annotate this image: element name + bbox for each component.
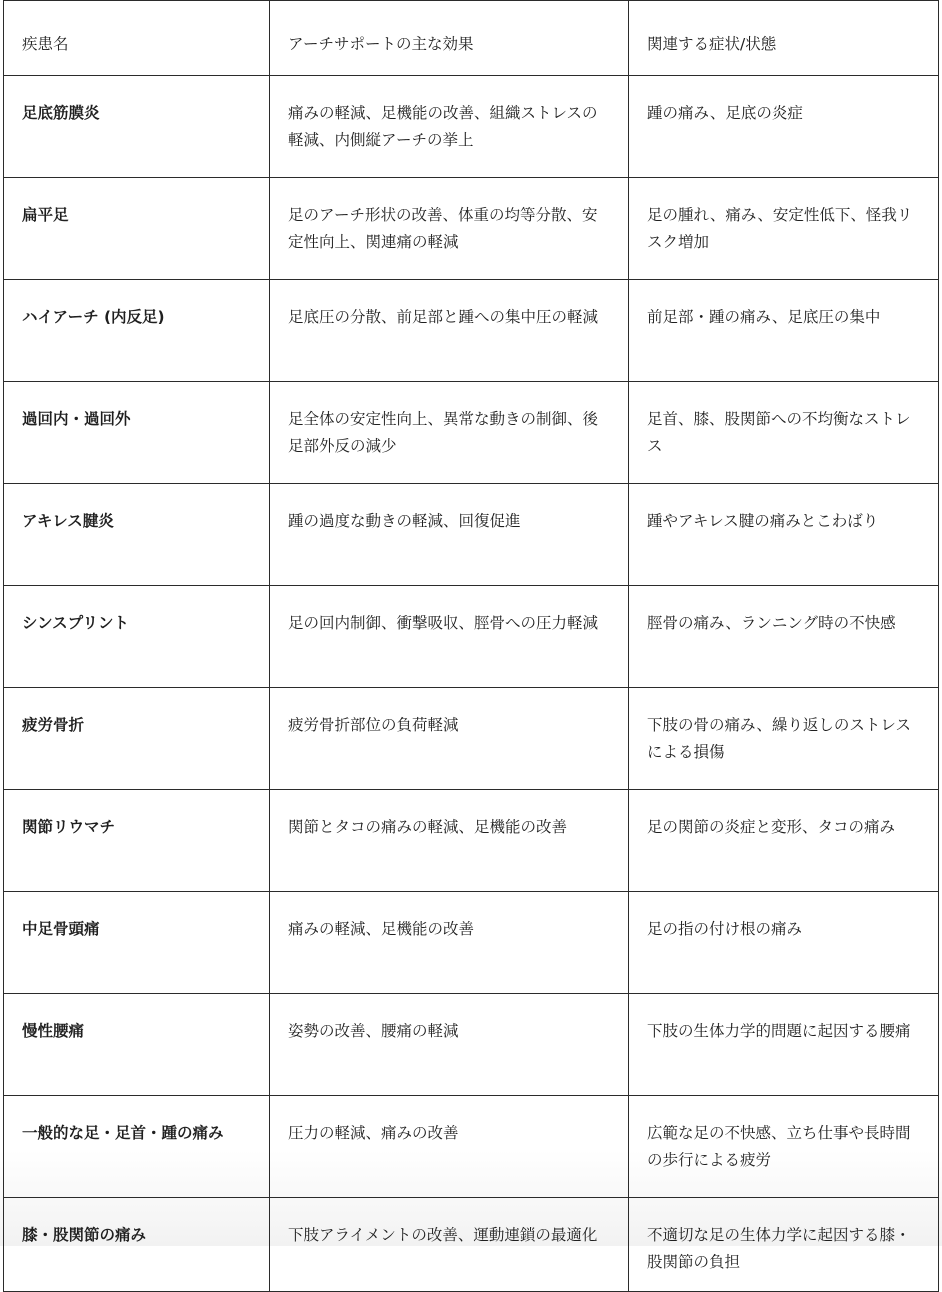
symptom-cell: 踵やアキレス腱の痛みとこわばり xyxy=(629,484,939,586)
condition-cell: 疲労骨折 xyxy=(4,688,270,790)
effect-cell: 足全体の安定性向上、異常な動きの制御、後足部外反の減少 xyxy=(270,382,629,484)
table-header-row xyxy=(4,1,939,76)
table-row xyxy=(4,178,939,280)
condition-cell: 中足骨頭痛 xyxy=(4,892,270,994)
symptom-cell: 足の腫れ、痛み、安定性低下、怪我リスク増加 xyxy=(629,178,939,280)
symptom-cell: 足の関節の炎症と変形、タコの痛み xyxy=(629,790,939,892)
effect-cell: 圧力の軽減、痛みの改善 xyxy=(270,1096,629,1198)
effect-cell: 下肢アライメントの改善、運動連鎖の最適化 xyxy=(270,1198,629,1292)
effect-cell: 関節とタコの痛みの軽減、足機能の改善 xyxy=(270,790,629,892)
effect-cell: 足底圧の分散、前足部と踵への集中圧の軽減 xyxy=(270,280,629,382)
symptom-cell: 前足部・踵の痛み、足底圧の集中 xyxy=(629,280,939,382)
condition-cell: アキレス腱炎 xyxy=(4,484,270,586)
symptom-cell: 下肢の生体力学的問題に起因する腰痛 xyxy=(629,994,939,1096)
condition-cell: 扁平足 xyxy=(4,178,270,280)
table-row xyxy=(4,790,939,892)
effect-cell: 足の回内制御、衝撃吸収、脛骨への圧力軽減 xyxy=(270,586,629,688)
symptom-cell: 踵の痛み、足底の炎症 xyxy=(629,76,939,178)
table-row xyxy=(4,892,939,994)
header-effect: アーチサポートの主な効果 xyxy=(270,1,629,76)
condition-cell: シンスプリント xyxy=(4,586,270,688)
table-row xyxy=(4,586,939,688)
symptom-cell: 足首、膝、股関節への不均衡なストレス xyxy=(629,382,939,484)
condition-table xyxy=(3,0,939,1292)
effect-cell: 痛みの軽減、足機能の改善、組織ストレスの軽減、内側縦アーチの挙上 xyxy=(270,76,629,178)
table-row xyxy=(4,76,939,178)
effect-cell: 姿勢の改善、腰痛の軽減 xyxy=(270,994,629,1096)
table-row xyxy=(4,484,939,586)
table-row xyxy=(4,688,939,790)
table-row xyxy=(4,1198,939,1292)
effect-cell: 痛みの軽減、足機能の改善 xyxy=(270,892,629,994)
condition-cell: 一般的な足・足首・踵の痛み xyxy=(4,1096,270,1198)
condition-cell: 膝・股関節の痛み xyxy=(4,1198,270,1292)
condition-cell: ハイアーチ (内反足) xyxy=(4,280,270,382)
symptom-cell: 脛骨の痛み、ランニング時の不快感 xyxy=(629,586,939,688)
symptom-cell: 不適切な足の生体力学に起因する膝・股関節の負担 xyxy=(629,1198,939,1292)
table-row xyxy=(4,280,939,382)
symptom-cell: 下肢の骨の痛み、繰り返しのストレスによる損傷 xyxy=(629,688,939,790)
header-condition: 疾患名 xyxy=(4,1,270,76)
symptom-cell: 広範な足の不快感、立ち仕事や長時間の歩行による疲労 xyxy=(629,1096,939,1198)
header-symptom: 関連する症状/状態 xyxy=(629,1,939,76)
effect-cell: 足のアーチ形状の改善、体重の均等分散、安定性向上、関連痛の軽減 xyxy=(270,178,629,280)
symptom-cell: 足の指の付け根の痛み xyxy=(629,892,939,994)
condition-cell: 過回内・過回外 xyxy=(4,382,270,484)
table-row xyxy=(4,382,939,484)
condition-cell: 関節リウマチ xyxy=(4,790,270,892)
table-row xyxy=(4,994,939,1096)
effect-cell: 踵の過度な動きの軽減、回復促進 xyxy=(270,484,629,586)
effect-cell: 疲労骨折部位の負荷軽減 xyxy=(270,688,629,790)
condition-cell: 慢性腰痛 xyxy=(4,994,270,1096)
condition-cell: 足底筋膜炎 xyxy=(4,76,270,178)
table-row xyxy=(4,1096,939,1198)
